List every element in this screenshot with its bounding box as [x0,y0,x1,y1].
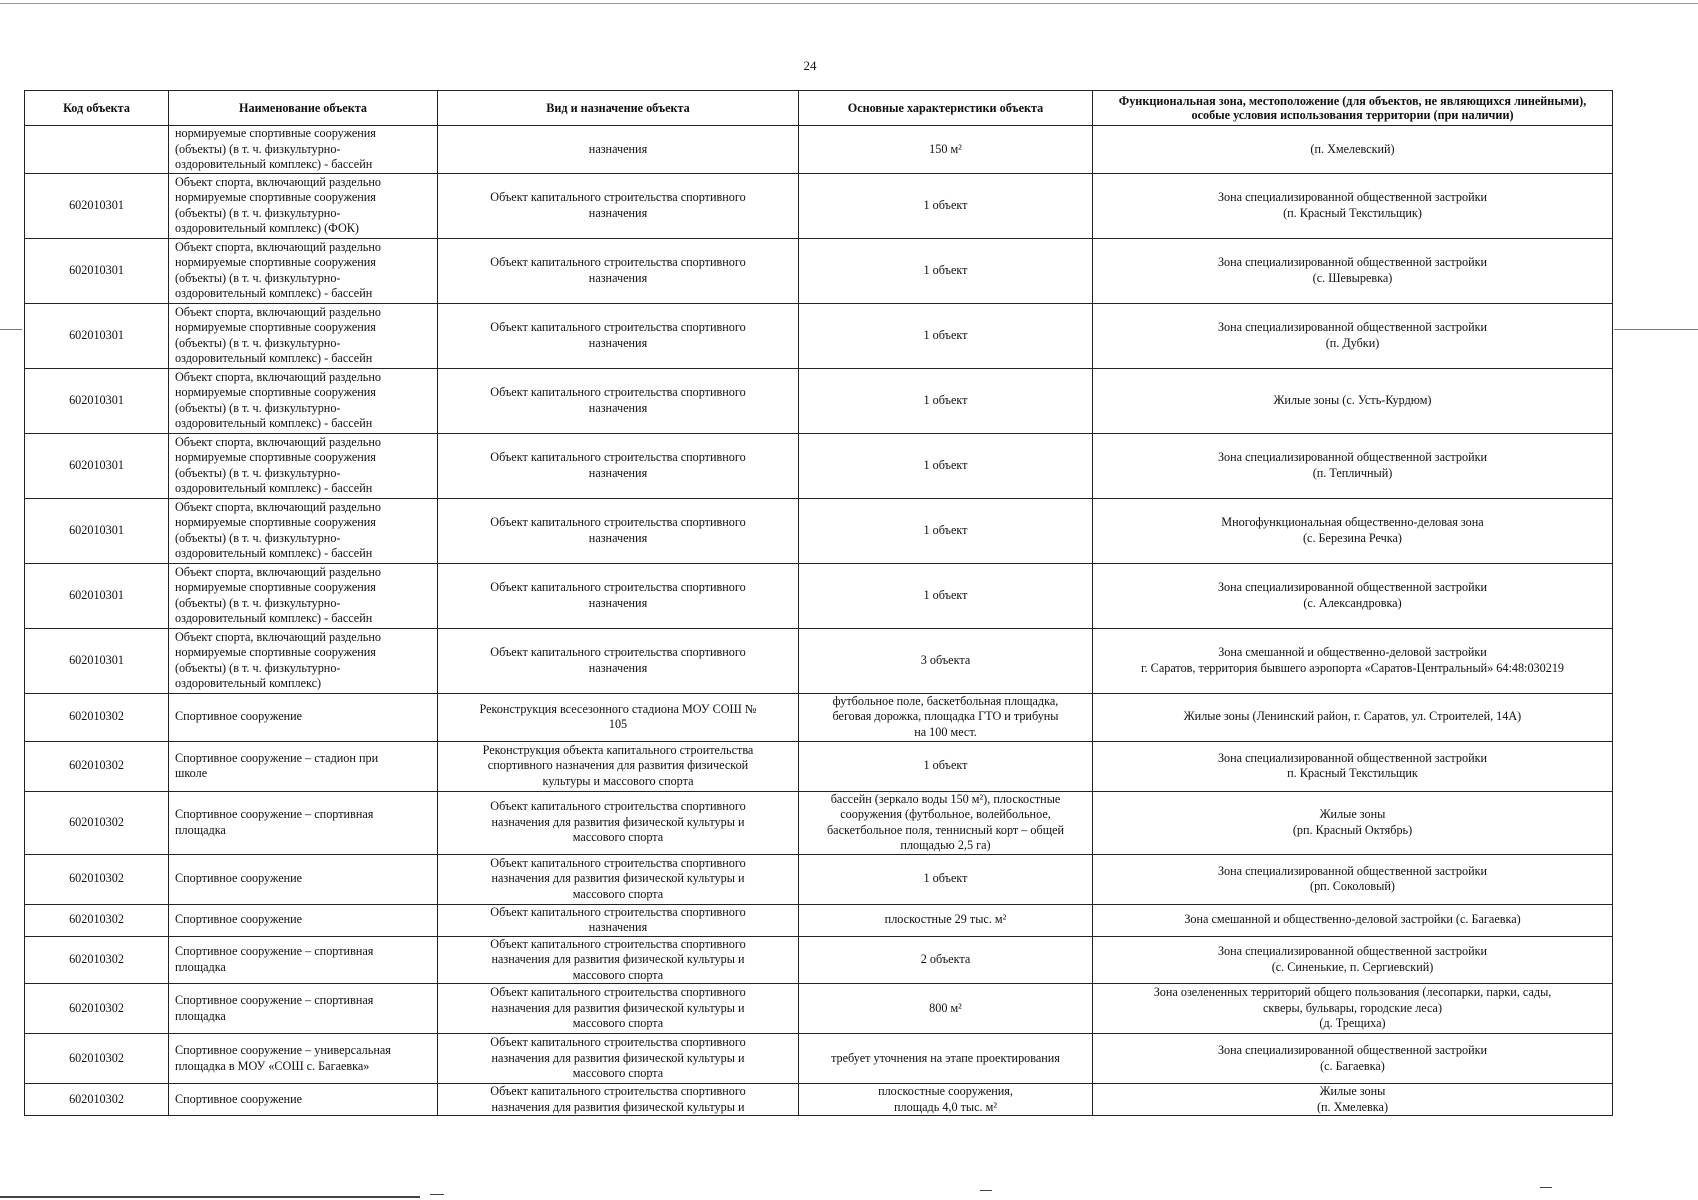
cell-name-line: оздоровительный комплекс) (ФОК) [175,221,359,235]
cell-characteristics [799,238,1093,303]
cell-name [169,238,438,303]
cell-characteristics-line: 3 объекта [920,652,971,667]
cell-name [169,126,438,174]
cell-zone-line: Жилые зоны [1319,1084,1386,1098]
cell-kind [438,791,799,854]
cell-kind-line: Объект капитального строительства спортивного [490,515,746,529]
cell-kind [438,303,799,368]
cell-zone [1093,741,1613,791]
table-row [25,984,1613,1034]
table-row [25,741,1613,791]
cell-name-line: Спортивное сооружение – стадион при [175,750,379,765]
cell-name-line: Спортивное сооружение – спортивная [175,993,374,1007]
cell-kind [438,1034,799,1084]
cell-zone-line: г. Саратов, территория бывшего аэропорта «Саратов-Центральный» 64:48:030219 [1140,660,1565,675]
cell-kind-line: 105 [608,717,628,731]
table-row [25,854,1613,904]
cell-name-line: площадка [175,959,226,974]
cell-name-line: Объект спорта, включающий раздельно [175,499,381,514]
cell-kind-line: культуры и массового спорта [542,773,694,788]
cell-characteristics-line: 1 объект [923,392,968,407]
cell-kind-line: массового спорта [572,830,664,845]
cell-characteristics-line: 1 объект [923,758,968,773]
cell-kind-line: Объект капитального строительства спортивного [490,1035,746,1050]
cell-kind-line: Реконструкция всесезонного стадиона МОУ СОШ № [479,701,757,716]
scan-artifact [430,1194,444,1195]
cell-name-line: Объект спорта, включающий раздельно [175,434,381,449]
table-row [25,368,1613,433]
cell-kind-line: назначения для развития физической культуры и [491,1050,745,1065]
cell-name [169,1034,438,1084]
cell-kind-line: Объект капитального строительства спортивного [490,904,746,919]
cell-kind [438,936,799,984]
cell-zone [1093,303,1613,368]
cell-zone-line: (с. Березина Речка) [1303,530,1402,545]
cell-name-line: Спортивное сооружение – универсальная [175,1043,391,1057]
cell-name-line: Спортивное сооружение – спортивная [175,807,374,821]
cell-name-line: нормируемые спортивные сооружения [175,320,376,334]
cell-name-line: Объект спорта, включающий раздельно [175,564,381,579]
cell-zone [1093,791,1613,854]
cell-kind-line: назначения [588,920,648,934]
cell-kind-line: Объект капитального строительства спортивного [490,645,746,659]
cell-name-line: (объекты) (в т. ч. физкультурно- [175,335,341,350]
cell-name-line: (объекты) (в т. ч. физкультурно- [175,400,341,415]
cell-kind-line: назначения [588,465,648,480]
cell-kind-line: назначения [588,595,648,610]
cell-kind [438,1084,799,1116]
table-row [25,433,1613,498]
table-header-row [25,91,1613,126]
cell-characteristics-line: 1 объект [923,262,968,277]
header-characteristics: Основные характеристики объекта [799,91,1093,126]
cell-kind-line: Объект капитального строительства спортивного [490,855,746,870]
cell-characteristics [799,693,1093,741]
cell-name [169,433,438,498]
cell-characteristics-line: площадь 4,0 тыс. м² [894,1099,997,1114]
table-row [25,693,1613,741]
cell-name-line: Объект спорта, включающий раздельно [175,174,381,189]
cell-zone-line: (рп. Соколовый) [1310,879,1395,893]
cell-kind-line: массового спорта [572,1066,664,1081]
cell-characteristics-line: сооружения (футбольное, волейбольное, [840,807,1051,821]
cell-kind-line: Объект капитального строительства спортивного [490,799,746,814]
cell-code: 602010302 [25,854,169,904]
cell-kind-line: назначения [588,530,648,545]
cell-characteristics-line: 1 объект [923,457,968,472]
cell-zone [1093,173,1613,238]
cell-name [169,984,438,1034]
cell-code: 602010301 [25,368,169,433]
cell-kind-line: назначения [588,400,648,415]
cell-zone [1093,693,1613,741]
cell-kind [438,368,799,433]
cell-kind [438,693,799,741]
cell-zone [1093,126,1613,174]
cell-name [169,693,438,741]
cell-characteristics [799,563,1093,628]
cell-name-line: школе [175,766,208,780]
cell-characteristics-line: 1 объект [923,587,968,602]
cell-characteristics [799,904,1093,936]
cell-name [169,628,438,693]
cell-zone [1093,854,1613,904]
cell-name-line: (объекты) (в т. ч. физкультурно- [175,270,341,285]
cell-code: 602010301 [25,628,169,693]
cell-characteristics [799,498,1093,563]
cell-zone [1093,498,1613,563]
cell-zone-line: (п. Красный Текстильщик) [1283,205,1422,220]
cell-characteristics [799,126,1093,174]
table-row [25,1084,1613,1116]
cell-kind-line: Объект капитального строительства спортивного [490,190,746,204]
cell-kind-line: Объект капитального строительства спортивного [490,580,746,594]
cell-name [169,1084,438,1116]
cell-zone [1093,368,1613,433]
cell-name-line: нормируемые спортивные сооружения [175,126,376,140]
cell-name-line: Спортивное сооружение – спортивная [175,944,374,959]
cell-zone-line: Зона озелененных территорий общего пользования (лесопарки, парки, сады, [1153,985,1552,1000]
cell-characteristics-line: 150 м² [929,141,962,156]
cell-zone-line: Жилые зоны (с. Усть-Курдюм) [1273,392,1432,407]
cell-name-line: оздоровительный комплекс) - бассейн [175,286,373,300]
cell-characteristics-line: плоскостные 29 тыс. м² [884,912,1007,927]
cell-zone-line: Зона специализированной общественной застройки [1217,190,1488,204]
cell-kind-line: Объект капитального строительства спортивного [490,385,746,399]
table-row [25,791,1613,854]
cell-name [169,854,438,904]
cell-characteristics-line: требует уточнения на этапе проектирования [831,1050,1060,1065]
cell-characteristics [799,303,1093,368]
cell-name-line: оздоровительный комплекс) [175,676,322,690]
cell-name-line: оздоровительный комплекс) - бассейн [175,157,373,171]
table-row [25,628,1613,693]
cell-code: 602010302 [25,904,169,936]
cell-kind [438,741,799,791]
cell-name-line: Объект спорта, включающий раздельно [175,239,381,254]
cell-kind-line: Объект капитального строительства спортивного [490,450,746,464]
cell-zone-line: (п. Хмелевский) [1310,141,1395,156]
header-name: Наименование объекта [169,91,438,126]
cell-zone [1093,238,1613,303]
cell-zone-line: Жилые зоны [1319,807,1386,821]
cell-characteristics-line: 1 объект [923,327,968,342]
cell-kind-line: массового спорта [572,967,664,982]
scan-artifact [1540,1187,1552,1188]
cell-kind-line: назначения [588,270,648,285]
cell-characteristics [799,936,1093,984]
cell-name [169,904,438,936]
cell-characteristics-line: 1 объект [923,197,968,212]
header-zone: Функциональная зона, местоположение (для объектов, не являющихся линейными), особые условия использования территории (при наличии) [1093,91,1613,126]
cell-kind-line: назначения для развития физической культуры и [491,814,745,829]
cell-name [169,368,438,433]
cell-name-line: нормируемые спортивные сооружения [175,580,376,594]
scan-artifact [0,1196,420,1198]
cell-kind-line: назначения для развития физической культуры и [491,1099,745,1114]
cell-kind-line: Реконструкция объекта капитального строительства [482,742,754,757]
cell-code: 602010301 [25,303,169,368]
fold-line [0,329,22,330]
cell-code: 602010301 [25,563,169,628]
cell-kind-line: назначения [588,335,648,350]
cell-code: 602010301 [25,173,169,238]
cell-characteristics [799,1034,1093,1084]
table-row [25,238,1613,303]
table-row [25,904,1613,936]
cell-kind-line: спортивного назначения для развития физической [487,758,749,773]
cell-name-line: оздоровительный комплекс) - бассейн [175,481,373,495]
cell-characteristics [799,628,1093,693]
cell-name-line: оздоровительный комплекс) - бассейн [175,611,373,625]
fold-line [1614,329,1698,330]
table-row [25,498,1613,563]
cell-zone-line: (с. Синенькие, п. Сергиевский) [1271,959,1434,974]
cell-name [169,741,438,791]
cell-kind [438,498,799,563]
cell-characteristics-line: 1 объект [923,522,968,537]
cell-zone [1093,936,1613,984]
cell-zone [1093,904,1613,936]
cell-name-line: оздоровительный комплекс) - бассейн [175,416,373,430]
cell-characteristics [799,368,1093,433]
cell-zone-line: Многофункциональная общественно-деловая зона [1221,515,1484,529]
cell-name-line: нормируемые спортивные сооружения [175,645,376,659]
cell-name-line: Спортивное сооружение [175,709,303,724]
cell-characteristics [799,791,1093,854]
cell-characteristics-line: беговая дорожка, площадка ГТО и трибуны [832,709,1059,724]
cell-name-line: оздоровительный комплекс) - бассейн [175,546,373,560]
table-row [25,126,1613,174]
cell-kind-line: Объект капитального строительства спортивного [490,985,746,1000]
cell-characteristics-line: футбольное поле, баскетбольная площадка, [832,693,1059,708]
cell-code: 602010301 [25,238,169,303]
cell-kind [438,904,799,936]
cell-characteristics [799,173,1093,238]
cell-characteristics-line: 1 объект [923,871,968,886]
cell-kind-line: назначения [588,141,648,156]
scan-artifact [980,1190,992,1191]
cell-zone-line: Зона специализированной общественной застройки [1217,320,1488,334]
cell-kind [438,173,799,238]
cell-code: 602010302 [25,1084,169,1116]
cell-characteristics [799,1084,1093,1116]
cell-zone-line: (с. Багаевка) [1320,1058,1385,1073]
cell-characteristics-line: плоскостные сооружения, [878,1084,1013,1098]
cell-characteristics [799,854,1093,904]
cell-kind [438,854,799,904]
cell-zone-line: (с. Александровка) [1303,595,1402,610]
cell-zone-line: Зона специализированной общественной застройки [1217,750,1488,765]
cell-zone [1093,984,1613,1034]
cell-characteristics-line: бассейн (зеркало воды 150 м²), плоскостные [830,791,1061,806]
cell-name [169,936,438,984]
cell-name [169,173,438,238]
cell-name-line: (объекты) (в т. ч. физкультурно- [175,595,341,610]
cell-name [169,563,438,628]
cell-code: 602010302 [25,984,169,1034]
cell-code: 602010302 [25,791,169,854]
page-number: 24 [803,58,817,73]
cell-kind-line: назначения для развития физической культуры и [491,871,745,886]
cell-zone-line: скверы, бульвары, городские леса) [1262,1000,1443,1015]
cell-zone-line: Зона специализированной общественной застройки [1217,944,1488,959]
table-row [25,303,1613,368]
cell-code: 602010301 [25,498,169,563]
cell-kind-line: назначения для развития физической культуры и [491,952,745,966]
cell-name-line: площадка в МОУ «СОШ с. Багаевка» [175,1058,370,1073]
cell-name-line: Спортивное сооружение [175,871,303,886]
cell-name [169,791,438,854]
cell-kind-line: массового спорта [572,1016,664,1031]
cell-name-line: Спортивное сооружение [175,1091,303,1106]
cell-characteristics-line: 800 м² [929,1000,962,1015]
cell-characteristics-line: 2 объекта [920,952,971,966]
cell-characteristics-line: на 100 мест. [914,724,977,739]
cell-name-line: нормируемые спортивные сооружения [175,450,376,464]
cell-name [169,303,438,368]
cell-characteristics-line: площадью 2,5 га) [900,838,991,852]
cell-zone-line: Зона специализированной общественной застройки [1217,1043,1488,1057]
table-row [25,1034,1613,1084]
objects-table [24,90,1613,1116]
cell-name-line: нормируемые спортивные сооружения [175,190,376,204]
cell-name-line: Объект спорта, включающий раздельно [175,629,381,644]
cell-zone-line: Зона специализированной общественной застройки [1217,863,1488,878]
cell-kind [438,628,799,693]
cell-code [25,126,169,174]
cell-kind-line: массового спорта [572,886,664,901]
cell-characteristics [799,984,1093,1034]
cell-kind-line: Объект капитального строительства спортивного [490,255,746,269]
cell-name-line: Объект спорта, включающий раздельно [175,369,381,384]
cell-name-line: (объекты) (в т. ч. физкультурно- [175,530,341,545]
cell-zone-line: Зона специализированной общественной застройки [1217,255,1488,269]
cell-kind [438,984,799,1034]
cell-zone-line: (п. Тепличный) [1312,465,1393,480]
cell-name-line: нормируемые спортивные сооружения [175,385,376,399]
header-kind: Вид и назначение объекта [438,91,799,126]
cell-name-line: (объекты) (в т. ч. физкультурно- [175,205,341,220]
cell-zone [1093,1084,1613,1116]
cell-zone-line: (рп. Красный Октябрь) [1292,822,1413,837]
cell-name-line: (объекты) (в т. ч. физкультурно- [175,465,341,480]
cell-zone-line: (п. Хмелевка) [1316,1099,1389,1114]
cell-kind [438,238,799,303]
cell-zone-line: Зона специализированной общественной застройки [1217,580,1488,594]
cell-zone [1093,433,1613,498]
table-row [25,936,1613,984]
table-row [25,563,1613,628]
cell-kind [438,433,799,498]
cell-kind-line: назначения [588,205,648,220]
cell-zone-line: п. Красный Текстильщик [1287,766,1418,780]
cell-characteristics-line: баскетбольное поля, теннисный корт – общей [826,822,1065,837]
cell-kind [438,126,799,174]
cell-kind-line: назначения [588,660,648,675]
cell-code: 602010302 [25,936,169,984]
cell-characteristics [799,741,1093,791]
cell-kind-line: Объект капитального строительства спортивного [490,320,746,334]
cell-name-line: (объекты) (в т. ч. физкультурно- [175,660,341,675]
cell-zone [1093,1034,1613,1084]
cell-kind-line: Объект капитального строительства спортивного [490,936,746,951]
cell-zone-line: (д. Трещиха) [1319,1016,1386,1031]
cell-name-line: площадка [175,822,226,837]
table-row [25,173,1613,238]
header-code: Код объекта [25,91,169,126]
cell-name-line: нормируемые спортивные сооружения [175,515,376,529]
scan-artifact [0,3,1698,4]
cell-kind-line: назначения для развития физической культуры и [491,1000,745,1015]
cell-code: 602010302 [25,741,169,791]
cell-name-line: (объекты) (в т. ч. физкультурно- [175,141,341,156]
cell-code: 602010301 [25,433,169,498]
cell-zone [1093,628,1613,693]
table-body [25,126,1613,1116]
cell-name-line: Объект спорта, включающий раздельно [175,304,381,319]
cell-zone-line: Зона смешанной и общественно-деловой застройки (с. Багаевка) [1184,912,1521,927]
cell-code: 602010302 [25,693,169,741]
cell-zone-line: Зона специализированной общественной застройки [1217,450,1488,464]
cell-zone [1093,563,1613,628]
cell-name-line: нормируемые спортивные сооружения [175,255,376,269]
cell-name-line: оздоровительный комплекс) - бассейн [175,351,373,365]
cell-kind [438,563,799,628]
cell-kind-line: Объект капитального строительства спортивного [490,1084,746,1098]
cell-name-line: Спортивное сооружение [175,912,303,927]
cell-name [169,498,438,563]
cell-name-line: площадка [175,1008,226,1023]
cell-zone-line: Зона смешанной и общественно-деловой застройки [1218,645,1487,659]
cell-zone-line: (с. Шевыревка) [1312,270,1393,285]
cell-code: 602010302 [25,1034,169,1084]
cell-zone-line: Жилые зоны (Ленинский район, г. Саратов, ул. Строителей, 14А) [1183,709,1522,724]
cell-zone-line: (п. Дубки) [1325,335,1380,350]
cell-characteristics [799,433,1093,498]
